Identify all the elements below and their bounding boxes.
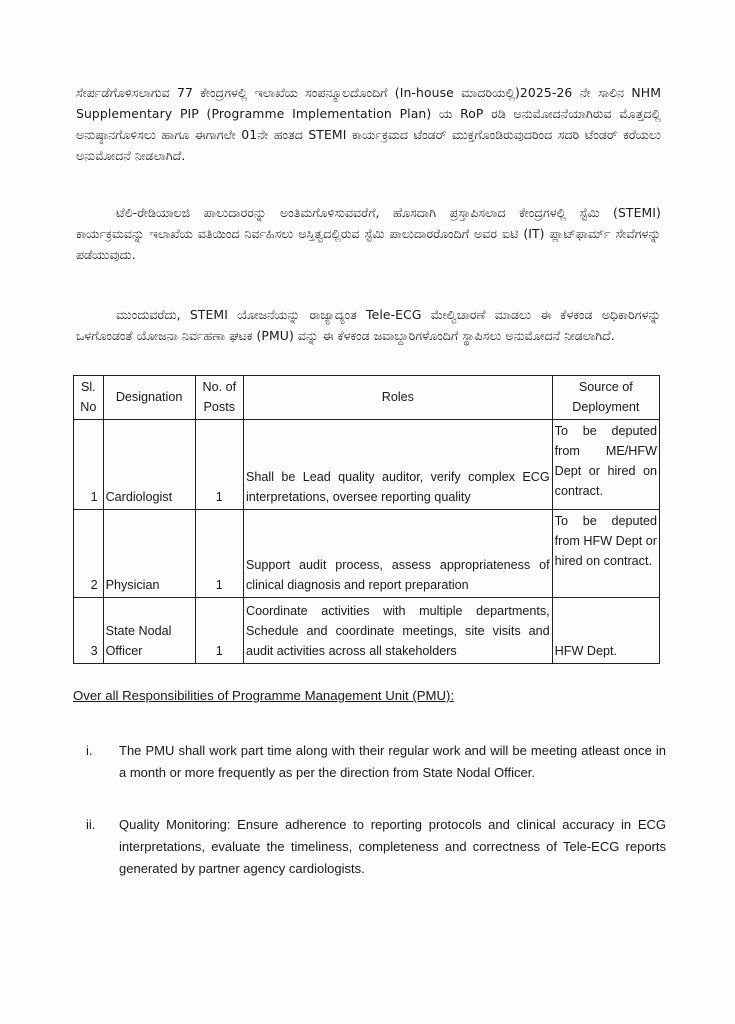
table-header-row: [74, 376, 660, 420]
paragraph-tender-approval: ಸೇರ್ಪಡೆಗೊಳಿಸಲಾಗುವ 77 ಕೇಂದ್ರಗಳಲ್ಲಿ ಇಲಾಖೆಯ ಸಂಪನ್ಮೂಲದೊಂದಿಗೆ (In-house ಮಾದರಿಯಲ್ಲಿ)2025-26 ನೇ ಸಾಲಿನ NHM Supplementary PIP (Programme Implementation Plan) ಯ RoP ರಡಿ ಅನುಮೋದನೆಯಾಗಿರುವ ಮೊತ್ತದಲ್ಲಿ ಅನುಷ್ಠಾನಗೊಳಿಸಲು ಹಾಗೂ ಈಗಾಗಲೇ 01ನೇ ಹಂತದ STEMI ಕಾರ್ಯಕ್ರಮದ ಟೆಂಡರ್ ಮುಕ್ತಗೊಂಡಿರುವುದರಿಂದ ಸದರಿ ಟೆಂಡರ್ ಕರೆಯಲು ಅನುಮೋದನೆ ನೀಡಲಾಗಿದೆ.: [76, 85, 661, 164]
table-row: [74, 420, 660, 510]
cell-posts: 1: [195, 510, 243, 598]
table-row: [74, 598, 660, 664]
pmu-roles-table: [73, 375, 660, 664]
responsibility-item: [86, 740, 666, 784]
cell-roles: Coordinate activities with multiple departments, Schedule and coordinate meetings, site visits and audit activities across all stakeholders: [244, 598, 553, 664]
cell-sl-no: 1: [74, 420, 104, 510]
responsibilities-heading: Over all Responsibilities of Programme Management Unit (PMU):: [73, 688, 455, 703]
header-sl-no: Sl. No: [74, 376, 104, 420]
cell-source: To be deputed from ME/HFW Dept or hired on contract.: [552, 420, 659, 510]
cell-roles: Support audit process, assess appropriateness of clinical diagnosis and report preparation: [244, 510, 553, 598]
list-marker: ii.: [86, 817, 96, 832]
cell-sl-no: 3: [74, 598, 104, 664]
cell-source: HFW Dept.: [552, 598, 659, 664]
responsibility-text: Quality Monitoring: Ensure adherence to reporting protocols and clinical accuracy in ECG interpretations, evaluate the timeliness, completeness and correctness of Tele-ECG reports generated by partner agency cardiologists.: [119, 817, 666, 876]
list-marker: i.: [86, 743, 93, 758]
paragraph-pmu-establishment: ಮುಂದುವರೆದು, STEMI ಯೋಜನೆಯನ್ನು ರಾಜ್ಯಾದ್ಯಂತ Tele-ECG ಮೇಲ್ವಿಚಾರಣೆ ಮಾಡಲು ಈ ಕೆಳಕಂಡ ಅಧಿಕಾರಿಗಳನ್ನು ಒಳಗೊಂಡಂತೆ ಯೋಜನಾ ನಿರ್ವಹಣಾ ಘಟಕ (PMU) ವನ್ನು ಈ ಕೆಳಕಂಡ ಜವಾಬ್ದಾರಿಗಳೊಂದಿಗೆ ಸ್ಥಾಪಿಸಲು ಅನುಮೋದನೆ ನೀಡಲಾಗಿದೆ.: [76, 307, 661, 344]
paragraph-tele-radiology: ಟೆಲಿ-ರೇಡಿಯಾಲಜಿ ಪಾಲುದಾರರನ್ನು ಅಂತಿಮಗೊಳಿಸುವವರೆಗೆ, ಹೊಸದಾಗಿ ಪ್ರಸ್ತಾಪಿಸಲಾದ ಕೇಂದ್ರಗಳಲ್ಲಿ ಸ್ಟೆಮಿ (STEMI) ಕಾರ್ಯಕ್ರಮವನ್ನು ಇಲಾಖೆಯ ವತಿಯಿಂದ ನಿರ್ವಹಿಸಲು ಅಸ್ತಿತ್ವದಲ್ಲಿರುವ ಸ್ಟೆಮಿ ಪಾಲುದಾರರೊಂದಿಗೆ ಅವರ ಐಟಿ (IT) ಪ್ಲಾಟ್‌ಫಾರ್ಮ್ ಸೇವೆಗಳನ್ನು ಪಡೆಯುವುದು.: [76, 205, 661, 263]
responsibility-text: The PMU shall work part time along with their regular work and will be meeting atleast once in a month or more frequently as per the direction from State Nodal Officer.: [119, 743, 666, 780]
cell-designation: Cardiologist: [103, 420, 195, 510]
header-source: Source of Deployment: [552, 376, 659, 420]
cell-designation: State Nodal Officer: [103, 598, 195, 664]
responsibility-item: [86, 814, 666, 880]
cell-posts: 1: [195, 598, 243, 664]
header-roles: Roles: [244, 376, 553, 420]
cell-roles: Shall be Lead quality auditor, verify complex ECG interpretations, oversee reporting quality: [244, 420, 553, 510]
cell-posts: 1: [195, 420, 243, 510]
cell-designation: Physician: [103, 510, 195, 598]
header-designation: Designation: [103, 376, 195, 420]
table-row: [74, 510, 660, 598]
header-posts: No. of Posts: [195, 376, 243, 420]
cell-sl-no: 2: [74, 510, 104, 598]
cell-source: To be deputed from HFW Dept or hired on contract.: [552, 510, 659, 598]
